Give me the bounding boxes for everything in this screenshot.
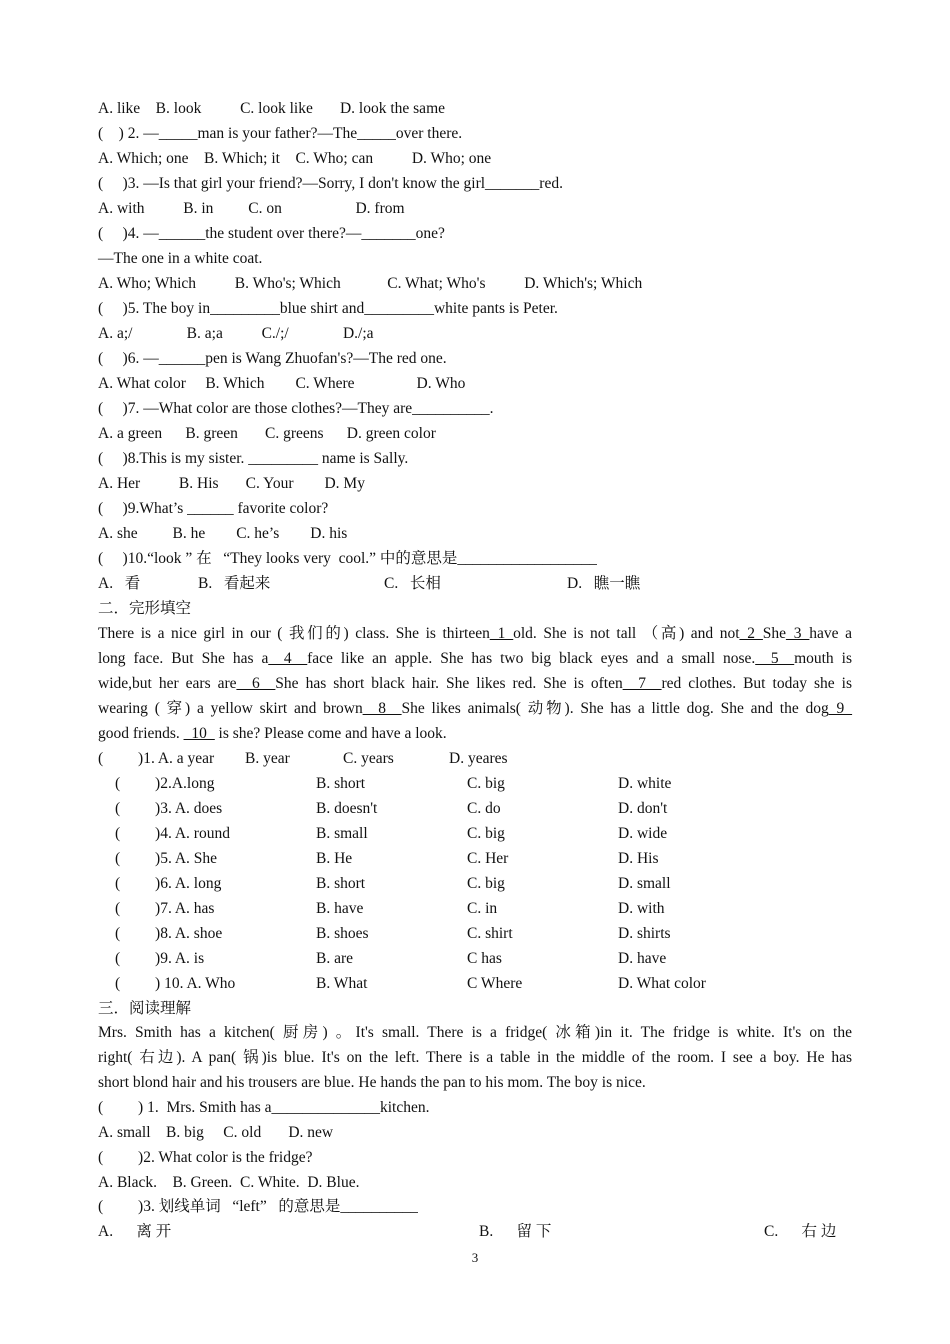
blank-8: __8__ [362, 700, 402, 717]
cloze-item-10-a: ( ) 10. A. Who [115, 975, 236, 992]
cloze-item-5-a: ( )5. A. She [115, 850, 218, 867]
blank-2: _2_ [739, 625, 763, 642]
cloze-heading: 二．完形填空 [98, 600, 192, 617]
q9-options: A. she B. he C. he’s D. his [98, 525, 348, 542]
cloze-item-5-d: D. His [618, 850, 659, 867]
cloze-item-2-a: ( )2.A.long [115, 775, 215, 792]
q3-options: A. with B. in C. on D. from [98, 200, 405, 217]
blank-6: __6__ [236, 675, 276, 692]
reading-passage-line-3: short blond hair and his trousers are blue. He hands the pan to his mom. The boy is nice. [98, 1074, 646, 1091]
cloze-item-5-b: B. He [316, 850, 353, 867]
blank-1: _1_ [489, 625, 514, 642]
page-number: 3 [471, 1250, 479, 1265]
reading-q3-option-b: B. 留 下 [479, 1223, 552, 1240]
cloze-item-1-d: D. yeares [449, 750, 508, 767]
cloze-item-7-c: C. in [467, 900, 498, 917]
q10-option-b: B. 看起来 [198, 575, 271, 592]
cloze-item-7-a: ( )7. A. has [115, 900, 215, 917]
reading-q3-option-a: A. 离 开 [98, 1223, 172, 1240]
q9-question: ( )9.What’s ______ favorite color? [98, 500, 329, 517]
cloze-passage-line-5: good friends. _10_ is she? Please come and have a look. [98, 725, 447, 742]
cloze-item-6-a: ( )6. A. long [115, 875, 222, 892]
blank-9: _9_ [828, 700, 852, 717]
cloze-item-8-a: ( )8. A. shoe [115, 925, 223, 942]
cloze-item-2-c: C. big [467, 775, 505, 792]
cloze-item-9-a: ( )9. A. is [115, 950, 205, 967]
cloze-passage-line-1: There is a nice girl in our ( 我们的) class. She is thirteen_1_old. She is not tall （高) and not_2_She_3_have a [98, 625, 852, 642]
q5-options: A. a;/ B. a;a C./;/ D./;a [98, 325, 374, 342]
blank-4: __4__ [268, 650, 308, 667]
cloze-item-3-c: C. do [467, 800, 501, 817]
reading-q2-options: A. Black. B. Green. C. White. D. Blue. [98, 1174, 360, 1191]
q1-options: A. like B. look C. look like D. look the same [98, 100, 446, 117]
reading-passage-line-1: Mrs. Smith has a kitchen( 厨房) 。It's small. There is a fridge( 冰箱)in it. The fridge is white. It's on the [98, 1024, 852, 1041]
q2-options: A. Which; one B. Which; it C. Who; can D. Who; one [98, 150, 492, 167]
blank-10: _10_ [183, 725, 215, 742]
cloze-item-9-b: B. are [316, 950, 354, 967]
cloze-item-2-b: B. short [316, 775, 366, 792]
q8-question: ( )8.This is my sister. _________ name is Sally. [98, 450, 409, 467]
cloze-item-8-c: C. shirt [467, 925, 513, 942]
cloze-passage-line-2: long face. But She has a__4__face like an apple. She has two big black eyes and a small nose.__5__mouth is [98, 650, 853, 667]
cloze-item-4-c: C. big [467, 825, 505, 842]
cloze-item-3-b: B. doesn't [316, 800, 378, 817]
reading-q3-question: ( )3. 划线单词 “left” 的意思是__________ [98, 1198, 418, 1215]
cloze-passage-line-4: wearing ( 穿) a yellow skirt and brown__8__She likes animals( 动物). She has a little dog. She and the dog_9_ [98, 700, 852, 717]
cloze-item-3-d: D. don't [618, 800, 668, 817]
cloze-item-7-d: D. with [618, 900, 665, 917]
blank-7: __7__ [622, 675, 662, 692]
reading-q1-question: ( ) 1. Mrs. Smith has a______________kitchen. [98, 1099, 430, 1116]
cloze-item-1-a: ( )1. A. a year [98, 750, 215, 767]
q10-option-d: D. 瞧一瞧 [567, 575, 641, 592]
q10-option-a: A. 看 [98, 575, 141, 592]
q2-question: ( ) 2. —_____man is your father?—The_____over there. [98, 125, 463, 142]
reading-q1-options: A. small B. big C. old D. new [98, 1124, 334, 1141]
cloze-item-6-b: B. short [316, 875, 366, 892]
cloze-item-4-d: D. wide [618, 825, 668, 842]
q7-options: A. a green B. green C. greens D. green color [98, 425, 436, 442]
reading-heading: 三．阅读理解 [98, 1000, 192, 1017]
reading-q3-option-c: C. 右 边 [764, 1223, 837, 1240]
cloze-item-8-d: D. shirts [618, 925, 671, 942]
cloze-item-4-b: B. small [316, 825, 368, 842]
cloze-item-10-c: C Where [467, 975, 523, 992]
q4-question: ( )4. —______the student over there?—_______one? [98, 225, 445, 242]
cloze-item-9-c: C has [467, 950, 502, 967]
q6-options: A. What color B. Which C. Where D. Who [98, 375, 466, 392]
cloze-item-7-b: B. have [316, 900, 364, 917]
blank-5: __5__ [755, 650, 795, 667]
cloze-item-6-d: D. small [618, 875, 671, 892]
reading-passage-line-2: right( 右边). A pan( 锅)is blue. It's on the left. There is a table in the middle of the room. I see a boy. He has [98, 1049, 852, 1066]
cloze-item-4-a: ( )4. A. round [115, 825, 230, 842]
cloze-item-6-c: C. big [467, 875, 505, 892]
q10-question: ( )10.“look ” 在 “They looks very cool.” 中的意思是__________________ [98, 550, 597, 567]
q3-question: ( )3. —Is that girl your friend?—Sorry, I don't know the girl_______red. [98, 175, 563, 192]
cloze-item-10-b: B. What [316, 975, 368, 992]
q8-options: A. Her B. His C. Your D. My [98, 475, 365, 492]
cloze-item-2-d: D. white [618, 775, 672, 792]
q7-question: ( )7. —What color are those clothes?—They are__________. [98, 400, 494, 417]
cloze-item-5-c: C. Her [467, 850, 509, 867]
cloze-item-1-c: C. years [343, 750, 394, 767]
q5-question: ( )5. The boy in_________blue shirt and_________white pants is Peter. [98, 300, 558, 317]
q4-answer-line: —The one in a white coat. [98, 250, 263, 267]
q4-options: A. Who; Which B. Who's; Which C. What; Who's D. Which's; Which [98, 275, 643, 292]
reading-q2-question: ( )2. What color is the fridge? [98, 1149, 313, 1166]
cloze-item-8-b: B. shoes [316, 925, 369, 942]
blank-3: _3_ [786, 625, 810, 642]
q6-question: ( )6. —______pen is Wang Zhuofan's?—The red one. [98, 350, 447, 367]
cloze-item-9-d: D. have [618, 950, 667, 967]
cloze-item-10-d: D. What color [618, 975, 706, 992]
cloze-item-1-b: B. year [245, 750, 290, 767]
q10-option-c: C. 长相 [384, 575, 441, 592]
cloze-passage-line-3: wide,but her ears are__6__She has short black hair. She likes red. She is often__7__red clothes. But today she is [98, 675, 852, 692]
cloze-item-3-a: ( )3. A. does [115, 800, 223, 817]
